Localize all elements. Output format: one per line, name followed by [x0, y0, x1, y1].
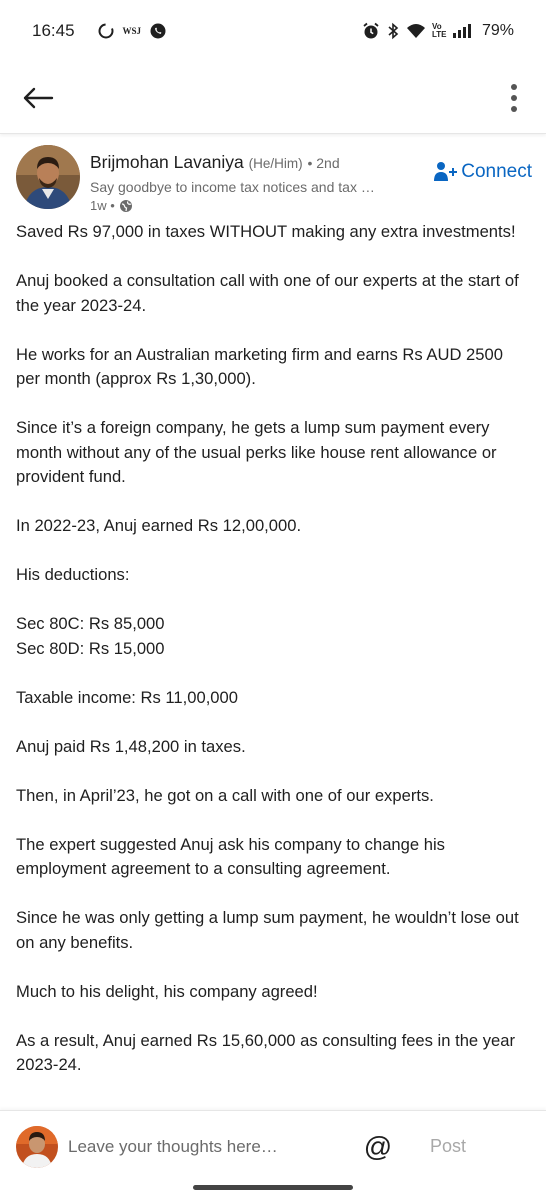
- alarm-icon: [362, 22, 380, 40]
- author-headline: Say goodbye to income tax notices and tax …: [90, 179, 375, 195]
- connect-button[interactable]: [434, 161, 532, 183]
- top-app-bar: [0, 62, 546, 134]
- post-paragraph: Sec 80C: Rs 85,000: [16, 614, 165, 633]
- post-paragraph: Saved Rs 97,000 in taxes WITHOUT making any extra investments!: [16, 222, 516, 241]
- back-arrow-icon: [22, 86, 54, 110]
- sync-icon: [97, 22, 115, 40]
- user-avatar[interactable]: [16, 1126, 58, 1168]
- post-body: [16, 220, 531, 1102]
- author-avatar[interactable]: [16, 145, 80, 209]
- kebab-menu-icon: [510, 83, 518, 113]
- bluetooth-icon: [386, 22, 400, 40]
- connect-label: Connect: [461, 161, 532, 182]
- status-system-icons: [362, 22, 514, 40]
- post-button[interactable]: Post: [430, 1136, 467, 1156]
- author-name[interactable]: Brijmohan Lavaniya: [90, 152, 244, 172]
- post-paragraph: His deductions:: [16, 565, 130, 584]
- status-notification-icons: [97, 22, 168, 40]
- post-paragraph: Since it’s a foreign company, he gets a lump sum payment every month without any of the usual perks like house rent allowance or provident fund.: [16, 418, 497, 486]
- author-info: [90, 151, 400, 215]
- post-paragraph: Since he was only getting a lump sum payment, he wouldn’t lose out on any benefits.: [16, 908, 519, 952]
- add-person-icon: [434, 161, 458, 183]
- back-button[interactable]: [20, 80, 56, 116]
- post-author-header: [16, 145, 530, 215]
- gesture-bar[interactable]: [193, 1185, 353, 1190]
- post-paragraph: Anuj paid Rs 1,48,200 in taxes.: [16, 736, 246, 756]
- post-paragraph: Then, in April’23, he got on a call with one of our experts.: [16, 785, 434, 805]
- volte-icon: Vo LTE: [431, 22, 447, 39]
- post-paragraph: Sec 80D: Rs 15,000: [16, 638, 165, 658]
- post-paragraph: Taxable income: Rs 11,00,000: [16, 687, 238, 707]
- post-time: 1w •: [90, 198, 115, 213]
- post-paragraph: In 2022-23, Anuj earned Rs 12,00,000.: [16, 516, 302, 535]
- post-paragraph: He works for an Australian marketing firm and earns Rs AUD 2500 per month (approx Rs 1,30,000).: [16, 344, 503, 388]
- wifi-icon: [406, 22, 426, 40]
- more-options-button[interactable]: [502, 80, 526, 116]
- post-paragraph: Much to his delight, his company agreed!: [16, 981, 318, 1001]
- post-paragraph: As a result, Anuj earned Rs 15,60,000 as consulting fees in the year 2023-24.: [16, 1030, 516, 1074]
- globe-icon: [119, 199, 133, 213]
- author-name-line[interactable]: [90, 151, 400, 175]
- post-paragraph: The expert suggested Anuj ask his company to change his employment agreement to a consulting agreement.: [16, 834, 445, 878]
- mention-button[interactable]: @: [363, 1130, 393, 1162]
- comment-input[interactable]: [68, 1137, 338, 1157]
- post-paragraph: Anuj booked a consultation call with one of our experts at the start of the year 2023-24.: [16, 271, 519, 315]
- author-pronouns: (He/Him): [248, 156, 303, 171]
- status-time: 16:45: [32, 21, 75, 40]
- connection-degree: • 2nd: [307, 155, 340, 171]
- battery-level: 79%: [481, 22, 514, 39]
- post-meta: [90, 197, 400, 215]
- status-bar: [0, 0, 546, 62]
- comment-bar: [0, 1110, 546, 1182]
- whatsapp-icon: [149, 22, 167, 40]
- signal-icon: [452, 22, 472, 40]
- wsj-icon: WSJ: [122, 26, 142, 36]
